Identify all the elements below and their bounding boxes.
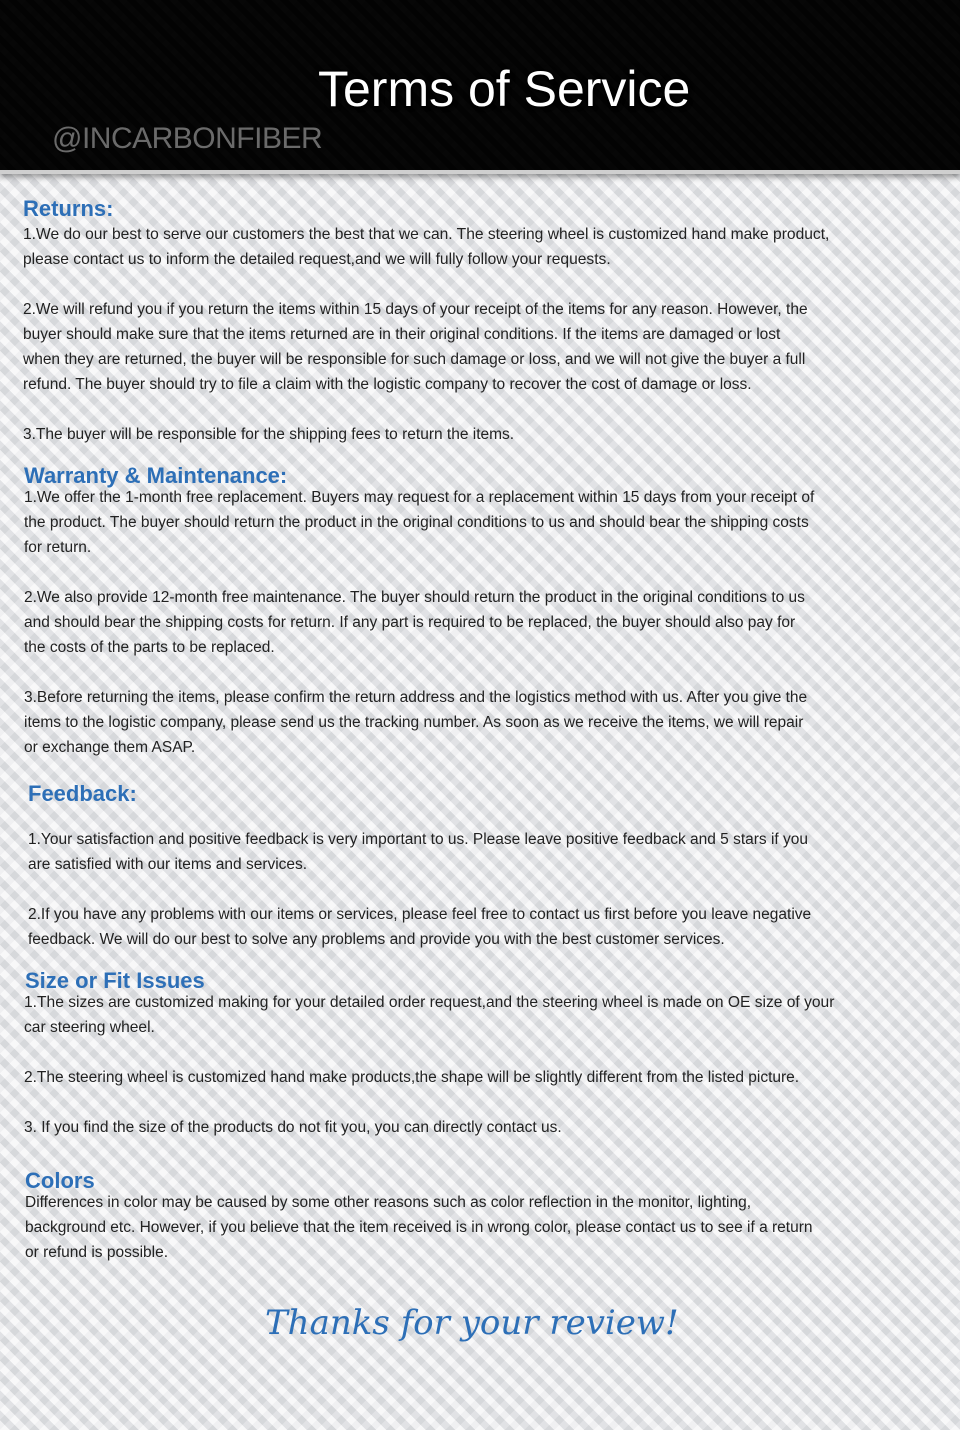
section-paragraph: 2.We also provide 12-month free maintenance. The buyer should return the product in the original conditions to us and should bear the shipping costs for return. If any part is required to be replaced, the buyer should also pay for the costs of the parts to be replaced. (24, 589, 805, 656)
watermark: @INCARBONFIBER (52, 122, 323, 155)
section-paragraph: 3.The buyer will be responsible for the shipping fees to return the items. (23, 426, 515, 443)
section-paragraph: 1.The sizes are customized making for your detailed order request,and the steering wheel is made on OE size of your car steering wheel. (24, 994, 835, 1036)
section-heading: Colors (25, 1168, 95, 1193)
section-paragraph: 3.Before returning the items, please confirm the return address and the logistics method with us. After you give the items to the logistic company, please send us the tracking number. As soon as we receive the items, we will repair or exchange them ASAP. (24, 689, 808, 756)
section-paragraph: 1.We offer the 1-month free replacement. Buyers may request for a replacement within 15 days from your receipt of the product. The buyer should return the product in the original conditions to us and should bear the shipping costs for return. (24, 489, 815, 556)
section-heading: Feedback: (28, 781, 137, 806)
section-feedback (0, 781, 960, 948)
section-paragraph: 1.Your satisfaction and positive feedback is very important to us. Please leave positive feedback and 5 stars if you are satisfied with our items and services. (28, 831, 809, 873)
section-heading: Warranty & Maintenance: (24, 463, 288, 488)
section-warranty (0, 463, 960, 756)
section-paragraph: 2.The steering wheel is customized hand make products,the shape will be slightly different from the listed picture. (24, 1069, 800, 1086)
section-returns (0, 196, 960, 443)
thanks-message: Thanks for your review! (265, 1303, 679, 1343)
header-banner (0, 0, 960, 174)
section-paragraph: 2.We will refund you if you return the items within 15 days of your receipt of the items for any reason. However, the buyer should make sure that the items returned are in their original conditions. If the items are damaged or lost when they are returned, the buyer will be responsible for such damage or loss, and we will not give the buyer a full refund. The buyer should try to file a claim with the logistic company to recover the cost of damage or loss. (23, 301, 808, 393)
section-paragraph: 3. If you find the size of the products do not fit you, you can directly contact us. (24, 1119, 562, 1136)
section-size-fit (0, 968, 960, 1136)
page-title: Terms of Service (318, 61, 691, 117)
section-colors (0, 1168, 960, 1261)
section-paragraph: 2.If you have any problems with our items or services, please feel free to contact us first before you leave negative feedback. We will do our best to solve any problems and provide you with the best customer services. (28, 906, 812, 948)
section-paragraph: 1.We do our best to serve our customers the best that we can. The steering wheel is customized hand make product, please contact us to inform the detailed request,and we will fully follow your requests. (23, 226, 830, 268)
section-heading: Returns: (23, 196, 114, 221)
section-heading: Size or Fit Issues (25, 968, 205, 993)
section-paragraph: Differences in color may be caused by some other reasons such as color reflection in the monitor, lighting, background etc. However, if you believe that the item received is in wrong color, please contact us to see if a return or refund is possible. (25, 1194, 813, 1261)
